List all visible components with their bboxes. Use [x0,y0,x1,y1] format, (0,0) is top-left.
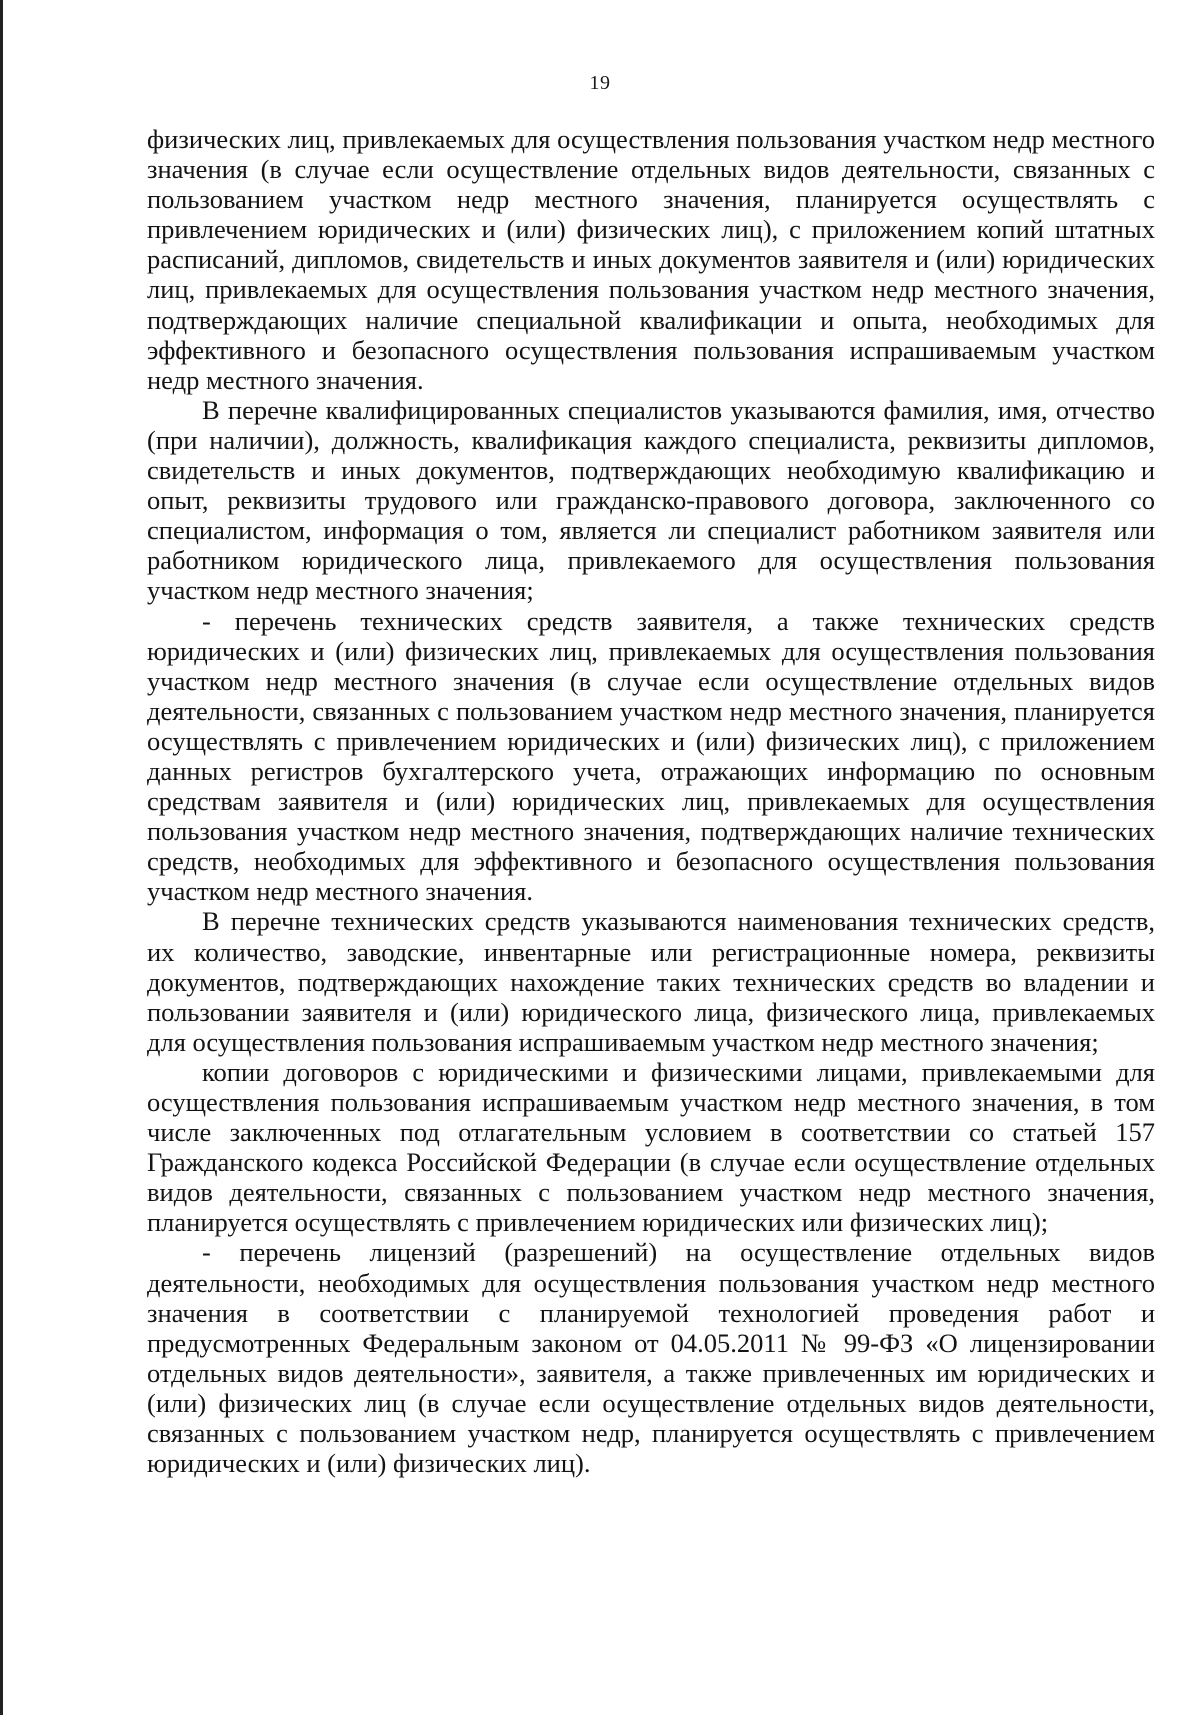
paragraph-licenses-list: - перечень лицензий (разрешений) на осуществление отдельных видов деятельности, необходимых для осуществления пользования участком недр местного значения в соответствии с планируемой технологией проведения работ и предусмотренных Федеральным законом от 04.05.2011 № 99-ФЗ «О лицензировании отдельных видов деятельности», заявителя, а также привлеченных им юридических и (или) физических лиц (в случае если осуществление отдельных видов деятельности, связанных с пользованием участком недр, планируется осуществлять с привлечением юридических и (или) физических лиц). [147,1237,1155,1479]
scan-edge [0,0,3,1715]
document-body [147,124,1155,1478]
paragraph-contract-copies: копии договоров с юридическими и физическими лицами, привлекаемыми для осуществления пользования испрашиваемым участком недр местного значения, в том числе заключенных под отлагательным условием в соответствии со статьей 157 Гражданского кодекса Российской Федерации (в случае если осуществление отдельных видов деятельности, связанных с пользованием участком недр местного значения, планируется осуществлять с привлечением юридических или физических лиц); [147,1056,1155,1238]
paragraph-specialists-list: В перечне квалифицированных специалистов указываются фамилия, имя, отчество (при наличии), должность, квалификация каждого специалиста, реквизиты дипломов, свидетельств и иных документов, подтверждающих необходимую квалификацию и опыт, реквизиты трудового или гражданско-правового договора, заключенного со специалистом, информация о том, является ли специалист работником заявителя или работником юридического лица, привлекаемого для осуществления пользования участком недр местного значения; [147,394,1155,606]
paragraph-technical-means-list: В перечне технических средств указываются наименования технических средств, их количество, заводские, инвентарные или регистрационные номера, реквизиты документов, подтверждающих нахождение таких технических средств во владении и пользовании заявителя и (или) юридического лица, физического лица, привлекаемых для осуществления пользования испрашиваемым участком недр местного значения; [147,906,1155,1057]
page-number: 19 [589,72,611,94]
paragraph-technical-means: - перечень технических средств заявителя, а также технических средств юридических и (или) физических лиц, привлекаемых для осуществления пользования участком недр местного значения (в случае если осуществление отдельных видов деятельности, связанных с пользованием участком недр местного значения, планируется осуществлять с привлечением юридических и (или) физических лиц), с приложением данных регистров бухгалтерского учета, отражающих информацию по основным средствам заявителя и (или) юридических лиц, привлекаемых для осуществления пользования участком недр местного значения, подтверждающих наличие технических средств, необходимых для эффективного и безопасного осуществления пользования участком недр местного значения. [147,605,1155,907]
paragraph-continuation: физических лиц, привлекаемых для осуществления пользования участком недр местного значения (в случае если осуществление отдельных видов деятельности, связанных с пользованием участком недр местного значения, планируется осуществлять с привлечением юридических и (или) физических лиц), с приложением копий штатных расписаний, дипломов, свидетельств и иных документов заявителя и (или) юридических лиц, привлекаемых для осуществления пользования участком недр местного значения, подтверждающих наличие специальной квалификации и опыта, необходимых для эффективного и безопасного осуществления пользования испрашиваемым участком недр местного значения. [147,124,1155,395]
